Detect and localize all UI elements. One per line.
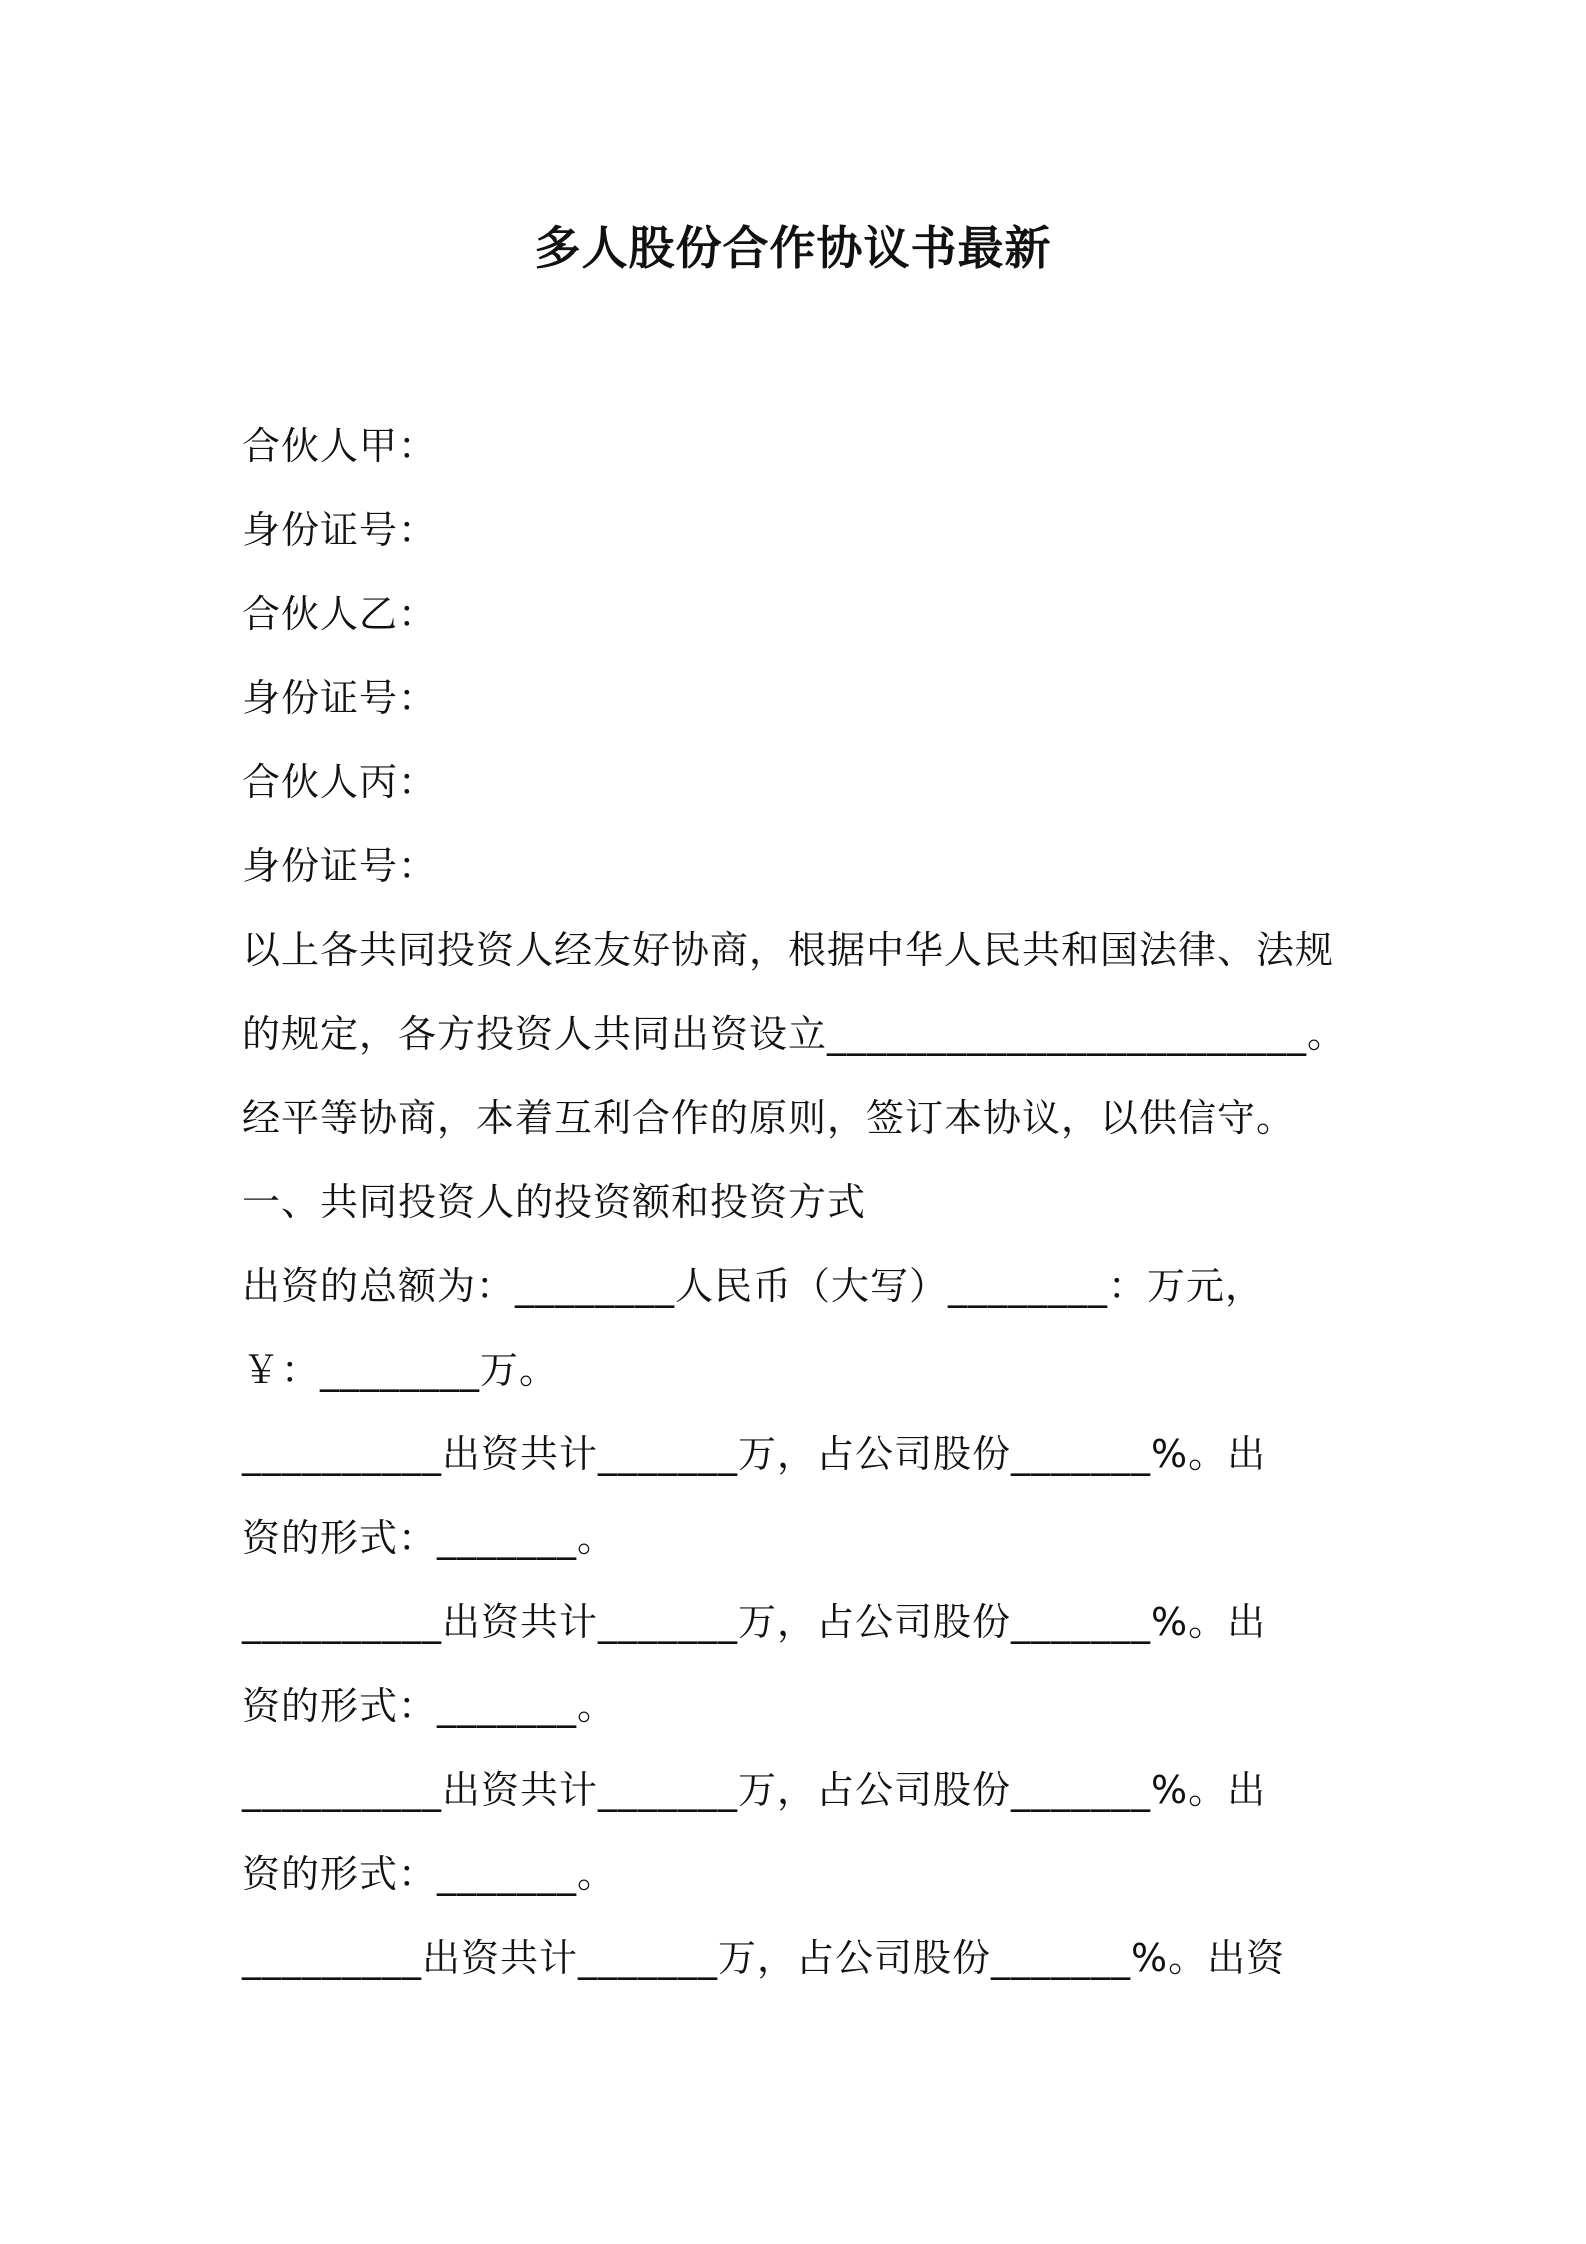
partner-a-line: 合伙人甲： — [242, 424, 438, 468]
total-capital-line-1: 出资的总额为：________人民币（大写）________：万元， — [242, 1264, 1265, 1308]
contribution-2-line-2: 资的形式：_______。 — [242, 1684, 617, 1728]
section-heading-1: 一、共同投资人的投资额和投资方式 — [242, 1180, 867, 1224]
contribution-3-line-2: 资的形式：_______。 — [242, 1852, 617, 1896]
contribution-3-line-1: __________出资共计_______万，占公司股份_______%。出 — [242, 1768, 1267, 1812]
contribution-2-line-1: __________出资共计_______万，占公司股份_______%。出 — [242, 1600, 1267, 1644]
total-capital-line-2: ￥：________万。 — [242, 1348, 559, 1392]
document-title: 多人股份合作协议书最新 — [534, 221, 1052, 275]
partner-a-id-line: 身份证号： — [242, 508, 438, 552]
partner-c-id-line: 身份证号： — [242, 844, 438, 888]
contribution-1-line-1: __________出资共计_______万，占公司股份_______%。出 — [242, 1432, 1267, 1476]
preamble-line-1: 以上各共同投资人经友好协商，根据中华人民共和国法律、法规 — [242, 928, 1335, 972]
partner-b-id-line: 身份证号： — [242, 676, 438, 720]
contribution-1-line-2: 资的形式：_______。 — [242, 1516, 617, 1560]
preamble-line-3: 经平等协商，本着互利合作的原则，签订本协议，以供信守。 — [242, 1096, 1296, 1140]
contribution-4-line-1: _________出资共计_______万，占公司股份_______%。出资 — [242, 1936, 1286, 1980]
preamble-line-2: 的规定，各方投资人共同出资设立________________________。 — [242, 1012, 1347, 1056]
partner-b-line: 合伙人乙： — [242, 592, 438, 636]
partner-c-line: 合伙人丙： — [242, 760, 438, 804]
document-body — [242, 404, 1362, 2000]
